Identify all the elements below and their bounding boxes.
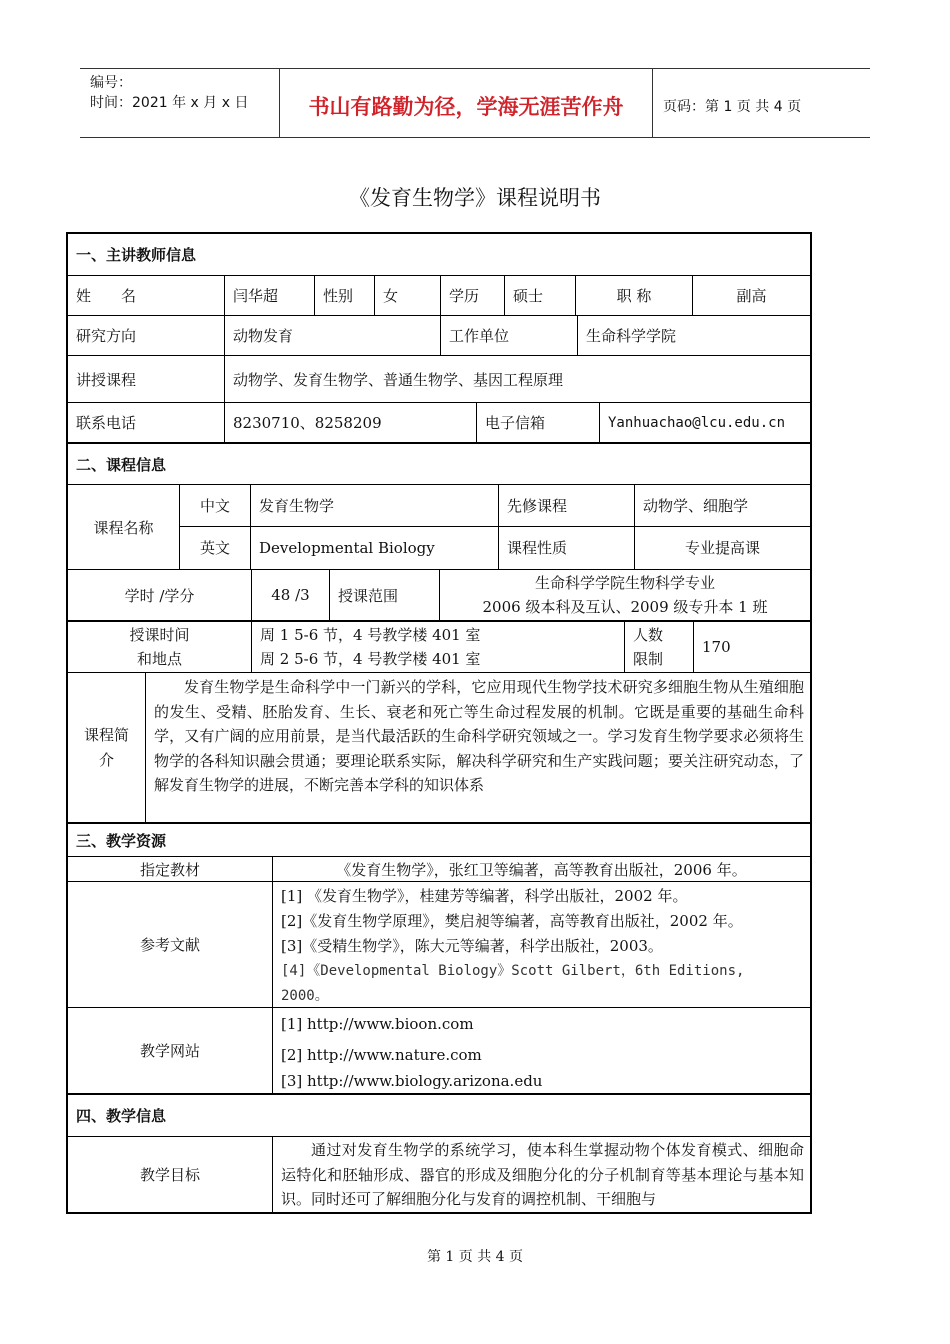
web-list: [273, 1008, 810, 1093]
website-link[interactable]: [3] http://www.biology.arizona.edu: [281, 1072, 543, 1090]
section-title: 四、教学信息: [76, 1107, 167, 1125]
refs-list: [273, 882, 810, 1007]
scope-label: 授课范围: [330, 570, 440, 620]
unit-value: 生命科学学院: [586, 327, 677, 345]
research-label: 研究方向: [68, 316, 225, 355]
limit-label: [625, 622, 694, 672]
time-label: [68, 622, 252, 672]
phone-value: 8230710、8258209: [225, 403, 477, 442]
teacher-row-courses: [68, 356, 810, 403]
en-name: Developmental Biology: [251, 527, 499, 569]
ref-item: [4]《Developmental Biology》Scott Gilbert，6th Editions,: [281, 963, 745, 979]
refs-label: 参考文献: [68, 882, 273, 1007]
teacher-row-basic: [68, 276, 810, 316]
course-name-block: [68, 485, 810, 570]
teacher-row-research: [68, 316, 810, 356]
courses-value: 动物学、发育生物学、普通生物学、基因工程原理: [233, 370, 564, 389]
course-name-label: 课程名称: [68, 485, 180, 569]
resource-row-websites: [68, 1008, 810, 1095]
course-table: [66, 232, 812, 1214]
email-label: 电子信箱: [477, 403, 600, 442]
section-title: 三、教学资源: [76, 831, 167, 850]
header-page-info: 页码：第 1 页 共 4 页: [663, 99, 802, 115]
gender-label: 性别: [315, 276, 375, 315]
scope-line-1: 生命科学学院生物科学专业: [534, 574, 715, 592]
limit-label-line-2: 限制: [633, 650, 664, 668]
en-label: 英文: [180, 527, 251, 569]
time-line-1: 周 1 5-6 节，4 号教学楼 401 室: [260, 626, 481, 644]
course-row-time: [68, 622, 810, 673]
header-motto: 书山有路勤为径，学海无涯苦作舟: [280, 69, 653, 137]
ref-item: 2000。: [281, 988, 329, 1004]
phone-label: 联系电话: [68, 403, 225, 442]
limit-value: 170: [702, 638, 731, 656]
intro-label: 课程简介: [68, 673, 146, 822]
teaching-row-goal: [68, 1137, 810, 1212]
website-link[interactable]: [2] http://www.nature.com: [281, 1046, 482, 1065]
courses-label: 讲授课程: [68, 356, 225, 402]
prereq-value: 动物学、细胞学: [643, 496, 749, 515]
ref-item: [2]《发育生物学原理》，樊启昶等编著，高等教育出版社，2002 年。: [281, 912, 743, 930]
course-row-hours: [68, 570, 810, 622]
degree-value: 硕士: [505, 276, 576, 315]
section-title: 一、主讲教师信息: [76, 246, 197, 264]
resource-row-refs: [68, 882, 810, 1008]
scope-line-2: 2006 级本科及互认、2009 级专升本 1 班: [482, 598, 768, 616]
resource-row-textbook: [68, 857, 810, 882]
research-value: 动物发育: [225, 316, 441, 355]
course-row-intro: [68, 673, 810, 824]
header-meta: [80, 69, 280, 137]
cn-label: 中文: [180, 485, 251, 526]
header-date: 时间：2021 年 x 月 x 日: [90, 95, 249, 111]
web-label: 教学网站: [68, 1008, 273, 1093]
section-course: [68, 444, 810, 485]
nature-value: 专业提高课: [684, 539, 760, 558]
unit-label: 工作单位: [441, 316, 578, 355]
document-title: 《发育生物学》课程说明书: [349, 186, 601, 210]
section-teacher: [68, 234, 810, 276]
time-line-2: 周 2 5-6 节，4 号教学楼 401 室: [260, 650, 481, 668]
section-teaching: [68, 1095, 810, 1137]
textbook-value: 《发育生物学》，张红卫等编著，高等教育出版社，2006 年。: [336, 860, 747, 879]
name-value: 闫华超: [225, 276, 315, 315]
limit-label-line-1: 人数: [633, 626, 664, 644]
teacher-row-contact: [68, 403, 810, 444]
hours-label: 学时 /学分: [68, 570, 252, 620]
degree-label: 学历: [441, 276, 505, 315]
section-title: 二、课程信息: [76, 455, 167, 474]
cn-name: 发育生物学: [251, 485, 499, 526]
name-label: 姓 名: [68, 276, 225, 315]
title-value: 副高: [736, 287, 767, 305]
prereq-label: 先修课程: [499, 485, 635, 526]
goal-label: 教学目标: [68, 1137, 273, 1212]
nature-label: 课程性质: [499, 527, 635, 569]
header-number: 编号：: [90, 75, 132, 91]
section-resources: [68, 824, 810, 857]
hours-value: 48 /3: [252, 570, 330, 620]
intro-text: 发育生物学是生命科学中一门新兴的学科，它应用现代生物学技术研究多细胞生物从生殖细胞的发生、受精、胚胎发育、生长、衰老和死亡等生命过程发展的机制。它既是重要的基础生命科学，又有广阔的应用前景，是当代最活跃的生命科学研究领域之一。学习发育生物学要求必须将生物学的各科知识融会贯通；要理论联系实际，解决科学研究和生产实践问题；要关注研究动态，了解发育生物学的进展，不断完善本学科的知识体系: [154, 678, 804, 795]
time-label-line-1: 授课时间: [129, 626, 190, 644]
time-value: [252, 622, 625, 672]
textbook-label: 指定教材: [68, 857, 273, 881]
gender-value: 女: [375, 276, 441, 315]
ref-item: [3]《受精生物学》，陈大元等编著，科学出版社，2003。: [281, 937, 663, 955]
email-value: Yanhuachao@lcu.edu.cn: [608, 414, 786, 431]
title-label: 职 称: [576, 276, 693, 315]
page-header: [80, 68, 870, 138]
time-label-line-2: 和地点: [136, 650, 182, 668]
ref-item: [1] 《发育生物学》，桂建芳等编著，科学出版社，2002 年。: [281, 887, 688, 905]
goal-text: 通过对发育生物学的系统学习，使本科生掌握动物个体发育模式、细胞命运特化和胚轴形成、器官的形成及细胞分化的分子机制育等基本理论与基本知识。同时还可了解细胞分化与发育的调控机制、干细胞与: [281, 1141, 804, 1209]
page-footer: 第 1 页 共 4 页: [426, 1249, 524, 1265]
website-link[interactable]: [1] http://www.bioon.com: [281, 1015, 474, 1033]
course-row-cn: [180, 485, 810, 527]
course-row-en: [180, 527, 810, 569]
scope-value: [440, 570, 810, 620]
